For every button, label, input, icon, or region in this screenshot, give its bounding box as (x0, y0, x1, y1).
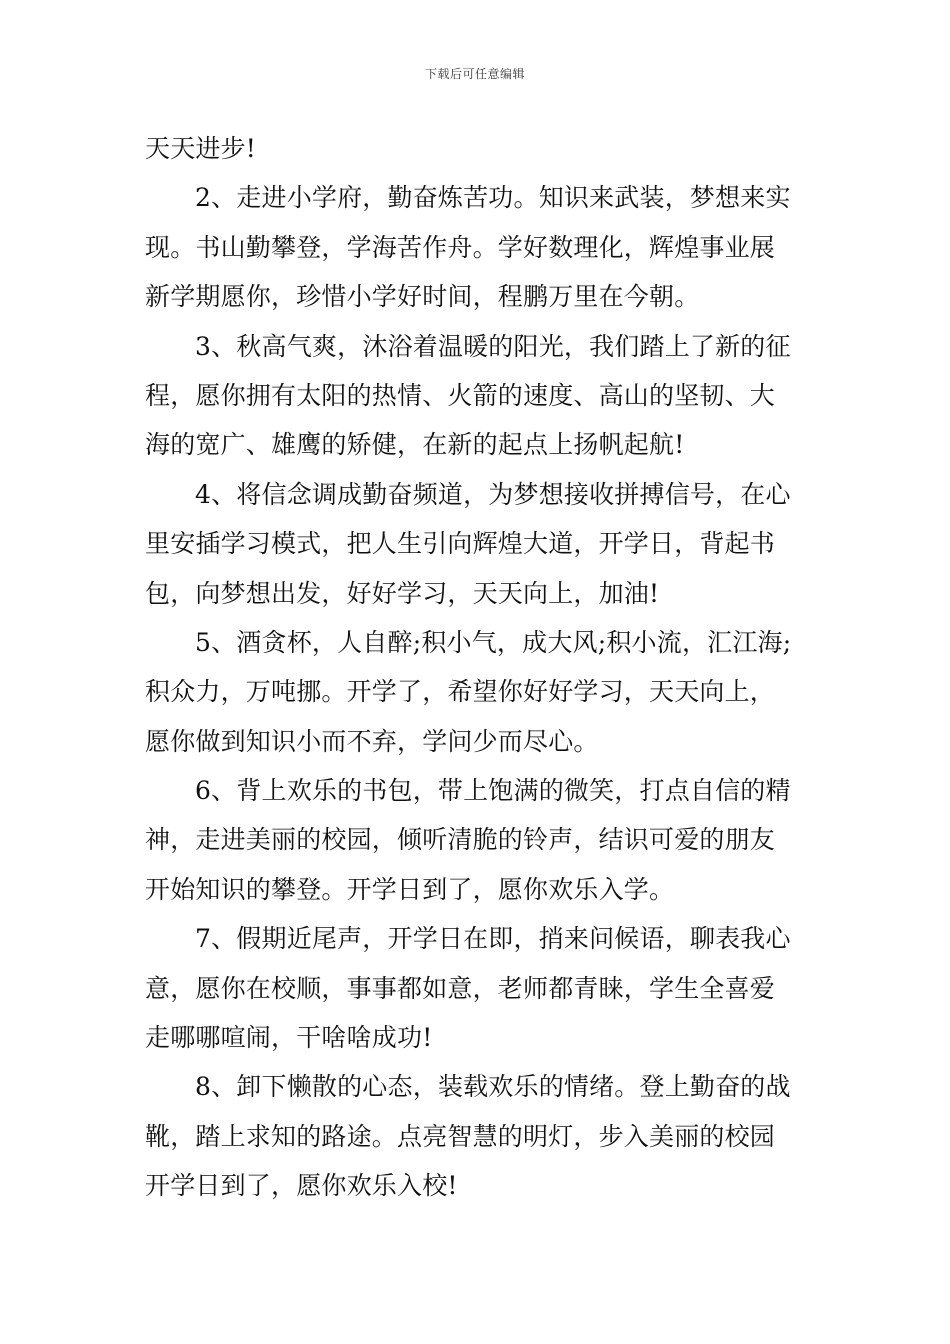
paragraph-line: 3、秋高气爽，沐浴着温暖的阳光，我们踏上了新的征 (195, 331, 791, 361)
paragraph-line: 海的宽广、雄鹰的矫健，在新的起点上扬帆起航! (145, 430, 685, 460)
paragraph-line: 新学期愿你，珍惜小学好时间，程鹏万里在今朝。 (145, 282, 700, 312)
paragraph-line: 里安插学习模式，把人生引向辉煌大道，开学日，背起书 (145, 529, 776, 559)
paragraph-line: 现。书山勤攀登，学海苦作舟。学好数理化，辉煌事业展 (145, 232, 776, 262)
paragraph-line: 靴，踏上求知的路途。点亮智慧的明灯，步入美丽的校园 (145, 1121, 776, 1151)
paragraph-line: 走哪哪喧闹，干啥啥成功! (145, 1023, 433, 1053)
paragraph-line: 开学日到了，愿你欢乐入校! (145, 1171, 458, 1201)
page-header: 下载后可任意编辑 (424, 67, 525, 81)
paragraph-line: 4、将信念调成勤奋频道，为梦想接收拼搏信号，在心 (195, 479, 791, 509)
paragraph-line: 天天进步! (145, 134, 257, 163)
paragraph-line: 神，走进美丽的校园，倾听清脆的铃声，结识可爱的朋友 (145, 825, 776, 855)
paragraph-line: 开始知识的攀登。开学日到了，愿你欢乐入学。 (145, 874, 675, 904)
paragraph-line: 积众力，万吨挪。开学了，希望你好好学习，天天向上， (145, 677, 776, 707)
paragraph-line: 程，愿你拥有太阳的热情、火箭的速度、高山的坚韧、大 (145, 380, 776, 410)
paragraph-line: 8、卸下懒散的心态，装载欢乐的情绪。登上勤奋的战 (195, 1072, 791, 1102)
paragraph-line: 6、背上欢乐的书包，带上饱满的微笑，打点自信的精 (195, 776, 791, 806)
paragraph-line: 愿你做到知识小而不弃，学问少而尽心。 (145, 726, 599, 756)
paragraph-line: 5、酒贪杯，人自醉;积小气，成大风;积小流，汇江海; (195, 627, 792, 657)
document-body (145, 124, 815, 1211)
paragraph-line: 包，向梦想出发，好好学习，天天向上，加油! (145, 578, 660, 608)
paragraph-line: 2、走进小学府，勤奋炼苦功。知识来武装，梦想来实 (195, 183, 791, 213)
paragraph-line: 7、假期近尾声，开学日在即，捎来问候语，聊表我心 (195, 924, 791, 954)
paragraph-line: 意，愿你在校顺，事事都如意，老师都青睐，学生全喜爱 (145, 973, 776, 1003)
